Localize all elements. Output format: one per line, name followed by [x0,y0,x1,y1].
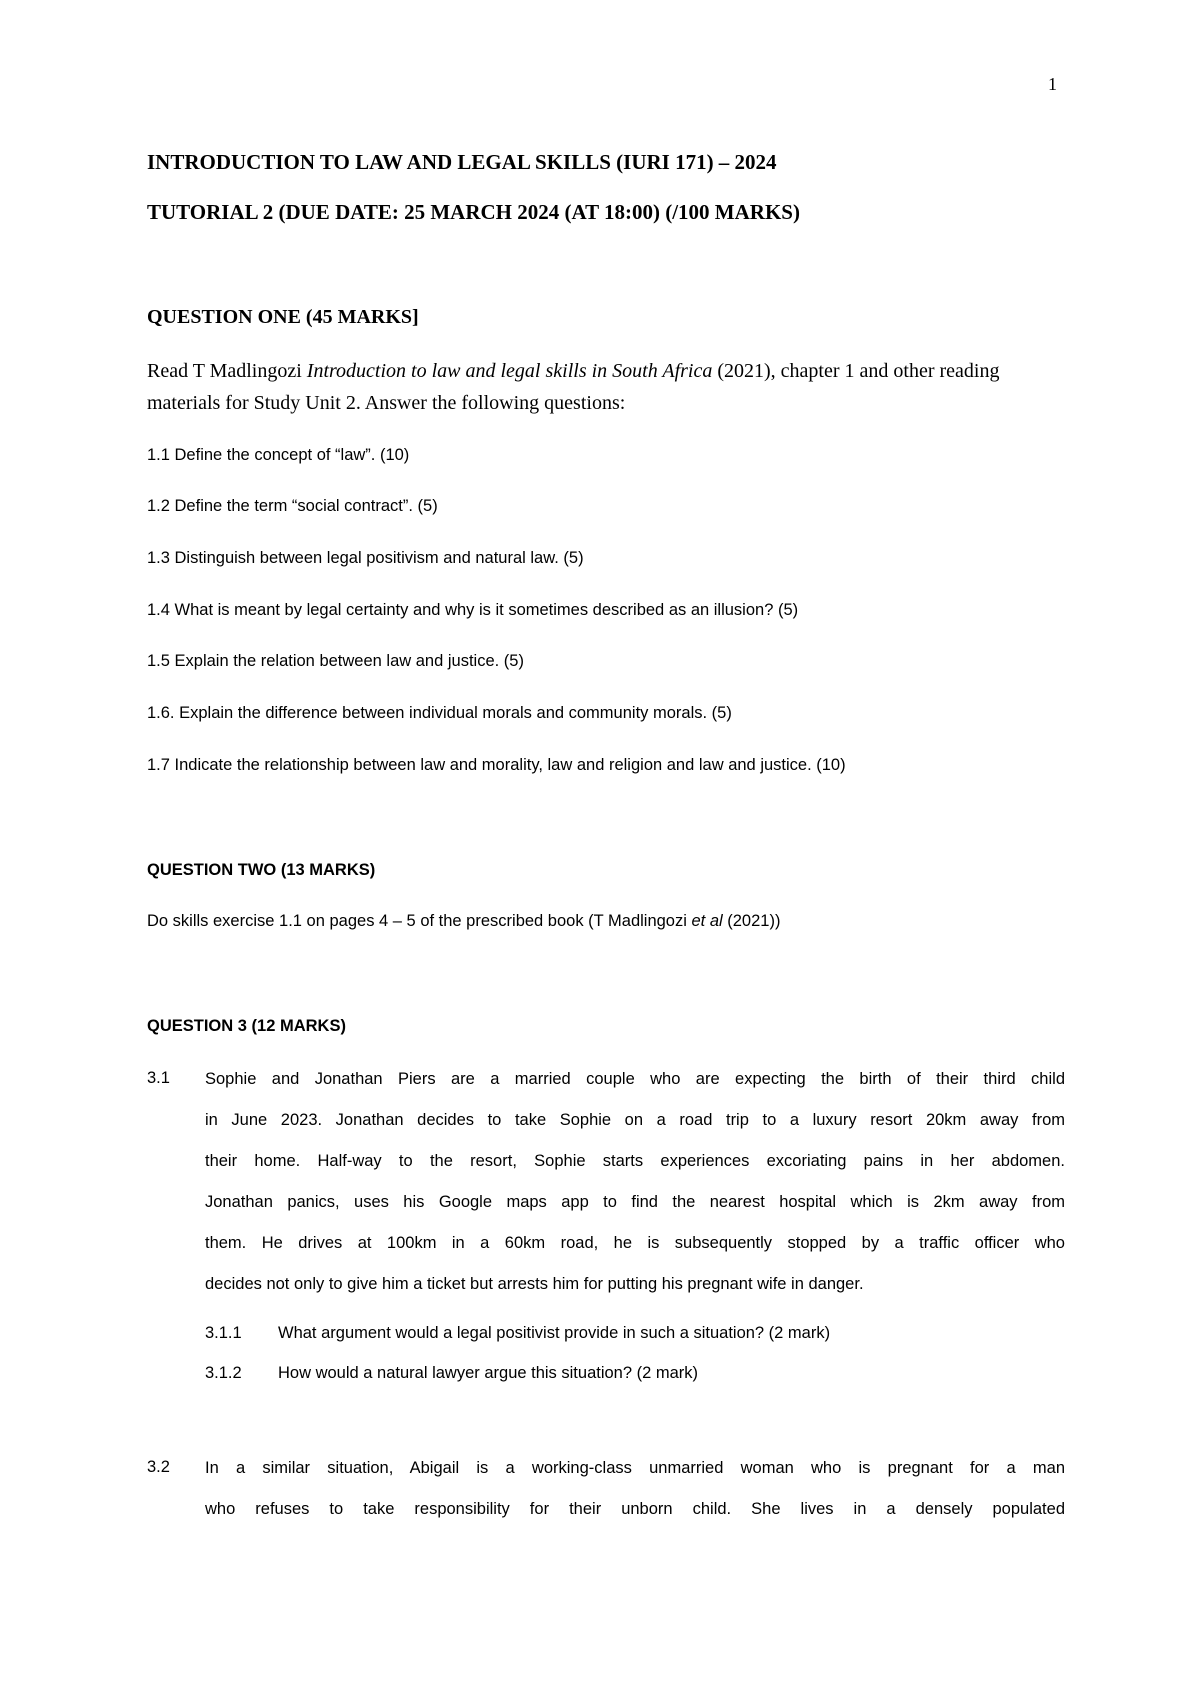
sub-question-number: 3.1.2 [205,1364,242,1382]
q32-number: 3.2 [147,1458,170,1476]
question-one-item: 1.4 What is meant by legal certainty and why is it sometimes described as an illusion? (5) [147,601,799,619]
q2-text-italic: et al [691,912,723,930]
document-subtitle: TUTORIAL 2 (DUE DATE: 25 MARCH 2024 (AT 18:00) (/100 MARKS) [147,200,800,224]
q31-number: 3.1 [147,1069,170,1087]
q31-line: them. He drives at 100km in a 60km road, he is subsequently stopped by a traffic officer who [205,1234,1065,1252]
document-title: INTRODUCTION TO LAW AND LEGAL SKILLS (IURI 171) – 2024 [147,150,777,174]
sub-question-text: What argument would a legal positivist provide in such a situation? (2 mark) [278,1324,831,1342]
q32-paragraph [205,1448,1065,1530]
sub-question-text: How would a natural lawyer argue this situation? (2 mark) [278,1364,699,1382]
question-two-heading: QUESTION TWO (13 MARKS) [147,861,376,879]
question-three-heading: QUESTION 3 (12 MARKS) [147,1017,346,1035]
q31-paragraph [205,1059,1065,1305]
book-title: Introduction to law and legal skills in South Africa [306,360,713,382]
intro-text-before: Read T Madlingozi [147,360,307,382]
intro-text-after: (2021), chapter 1 and other reading materials for Study Unit 2. Answer the following questions: [147,360,1000,414]
q31-line: Sophie and Jonathan Piers are a married couple who are expecting the birth of their third child [205,1070,1065,1088]
q2-text-after: (2021)) [722,912,781,930]
question-one-heading: QUESTION ONE (45 MARKS] [147,306,419,328]
question-one-item: 1.1 Define the concept of “law”. (10) [147,446,410,464]
question-one-item: 1.2 Define the term “social contract”. (5) [147,497,438,515]
q31-line: Jonathan panics, uses his Google maps app to find the nearest hospital which is 2km away from [205,1193,1065,1211]
q31-line: their home. Half-way to the resort, Sophie starts experiences excoriating pains in her abdomen. [205,1152,1065,1170]
question-one-item: 1.6. Explain the difference between individual morals and community morals. (5) [147,704,732,722]
question-one-item: 1.7 Indicate the relationship between law and morality, law and religion and law and justice. (10) [147,756,846,774]
sub-question-number: 3.1.1 [205,1324,242,1342]
question-one-item: 1.5 Explain the relation between law and justice. (5) [147,652,524,670]
q31-line: in June 2023. Jonathan decides to take Sophie on a road trip to a luxury resort 20km away from [205,1111,1065,1129]
q32-line: In a similar situation, Abigail is a working-class unmarried woman who is pregnant for a man [205,1459,1065,1477]
question-one-intro [147,355,1067,419]
q31-line: decides not only to give him a ticket but arrests him for putting his pregnant wife in danger. [205,1275,864,1293]
question-two-text [147,912,780,931]
q32-line: who refuses to take responsibility for their unborn child. She lives in a densely populated [205,1500,1065,1518]
q2-text-before: Do skills exercise 1.1 on pages 4 – 5 of the prescribed book (T Madlingozi [147,912,692,930]
page-number: 1 [1048,74,1057,94]
question-one-item: 1.3 Distinguish between legal positivism and natural law. (5) [147,549,584,567]
